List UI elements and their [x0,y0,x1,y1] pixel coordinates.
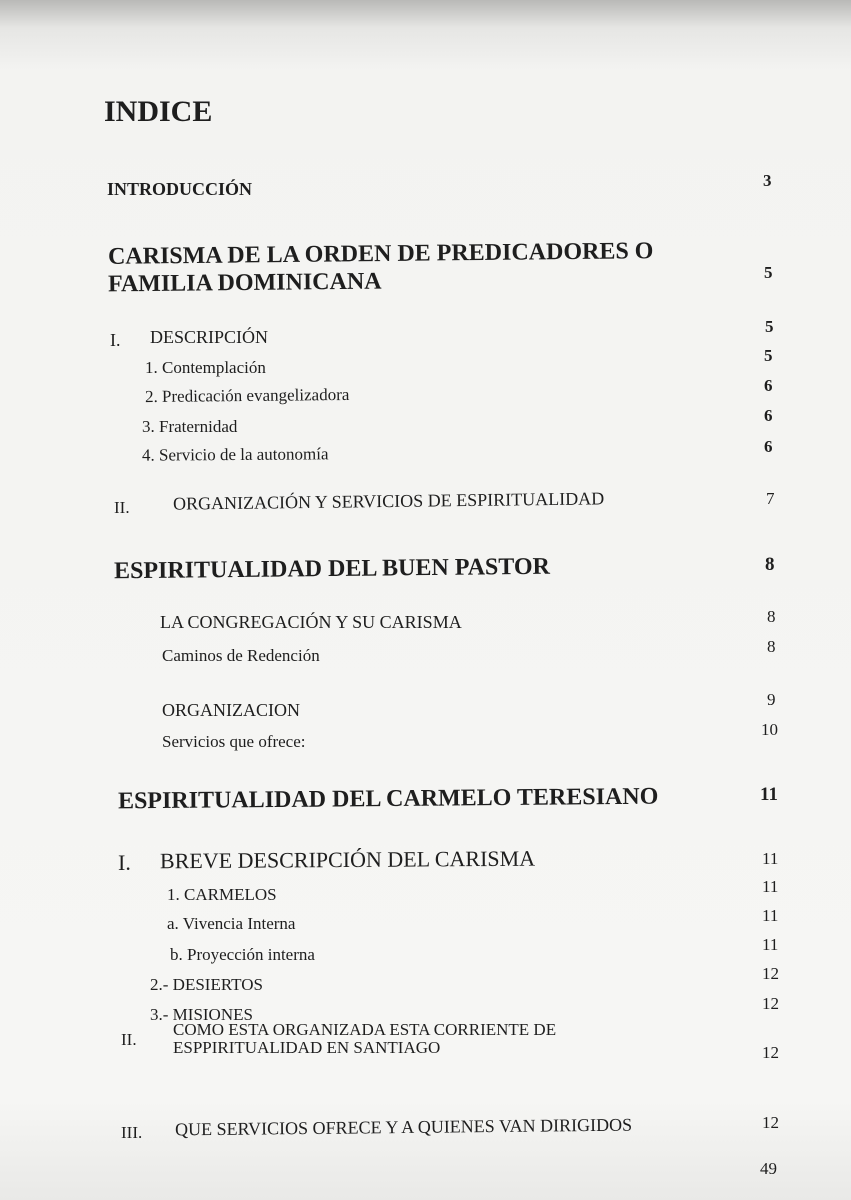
entry-page: 3 [763,171,772,190]
entry-label: 3. Fraternidad [142,417,238,436]
entry-page: 5 [764,263,773,282]
entry-label: 1. Contemplación [145,358,266,377]
entry-label-line1: COMO ESTA ORGANIZADA ESTA CORRIENTE DE [173,1020,557,1039]
entry-label: b. Proyección interna [170,945,315,964]
entry-number: I. [110,330,121,350]
entry-label-line1: CARISMA DE LA ORDEN DE PREDICADORES O [107,238,654,270]
entry-label: DESCRIPCIÓN [150,327,269,347]
entry-label-line2: FAMILIA DOMINICANA [107,268,382,298]
entry-page: 11 [762,877,779,896]
entry-page: 11 [762,849,779,868]
entry-number: II. [121,1030,137,1049]
entry-label-line2: ESPPIRITUALIDAD EN SANTIAGO [173,1038,441,1057]
entry-page: 9 [767,690,776,709]
entry-label: Servicios que ofrece: [162,732,306,751]
entry-number: III. [121,1123,143,1142]
entry-label: ORGANIZACION [162,700,300,720]
entry-label: BREVE DESCRIPCIÓN DEL CARISMA [159,845,536,874]
entry-label: ORGANIZACIÓN Y SERVICIOS DE ESPIRITUALIDAD [172,488,605,514]
entry-label: 2.- DESIERTOS [150,975,263,994]
entry-label: 3.- MISIONES [150,1005,253,1024]
entry-page: 6 [764,376,773,395]
entry-page: 5 [764,346,773,365]
entry-page: 10 [761,720,778,739]
entry-page: 8 [767,637,776,656]
entry-page: 8 [765,554,775,575]
entry-label: LA CONGREGACIÓN Y SU CARISMA [160,612,462,632]
entry-page: 12 [762,1113,779,1132]
entry-label: INTRODUCCIÓN [107,179,253,199]
entry-page: 11 [762,935,779,954]
entry-label: QUE SERVICIOS OFRECE Y A QUIENES VAN DIRIGIDOS [174,1114,633,1140]
entry-label: 2. Predicación evangelizadora [144,384,350,407]
entry-page: 12 [762,994,779,1013]
entry-label: a. Vivencia Interna [167,914,296,933]
entry-page: 12 [762,1043,779,1062]
entry-page: 5 [765,317,774,336]
entry-page: 6 [764,437,773,456]
entry-label: ESPIRITUALIDAD DEL CARMELO TERESIANO [117,783,659,815]
entry-page: 7 [766,489,775,508]
entry-page: 12 [762,964,779,983]
page-number: 49 [760,1159,777,1178]
entry-label: 1. CARMELOS [167,885,277,904]
entry-page: 8 [767,607,776,626]
entry-label: Caminos de Redención [162,646,320,665]
entry-page: 11 [760,784,778,805]
entry-label: ESPIRITUALIDAD DEL BUEN PASTOR [113,553,551,585]
entry-page: 6 [764,406,773,425]
toc-title: INDICE [104,95,213,128]
entry-label: 4. Servicio de la autonomía [141,444,329,465]
entry-page: 11 [762,906,779,925]
entry-number: I. [118,850,131,875]
entry-number: II. [114,498,130,517]
